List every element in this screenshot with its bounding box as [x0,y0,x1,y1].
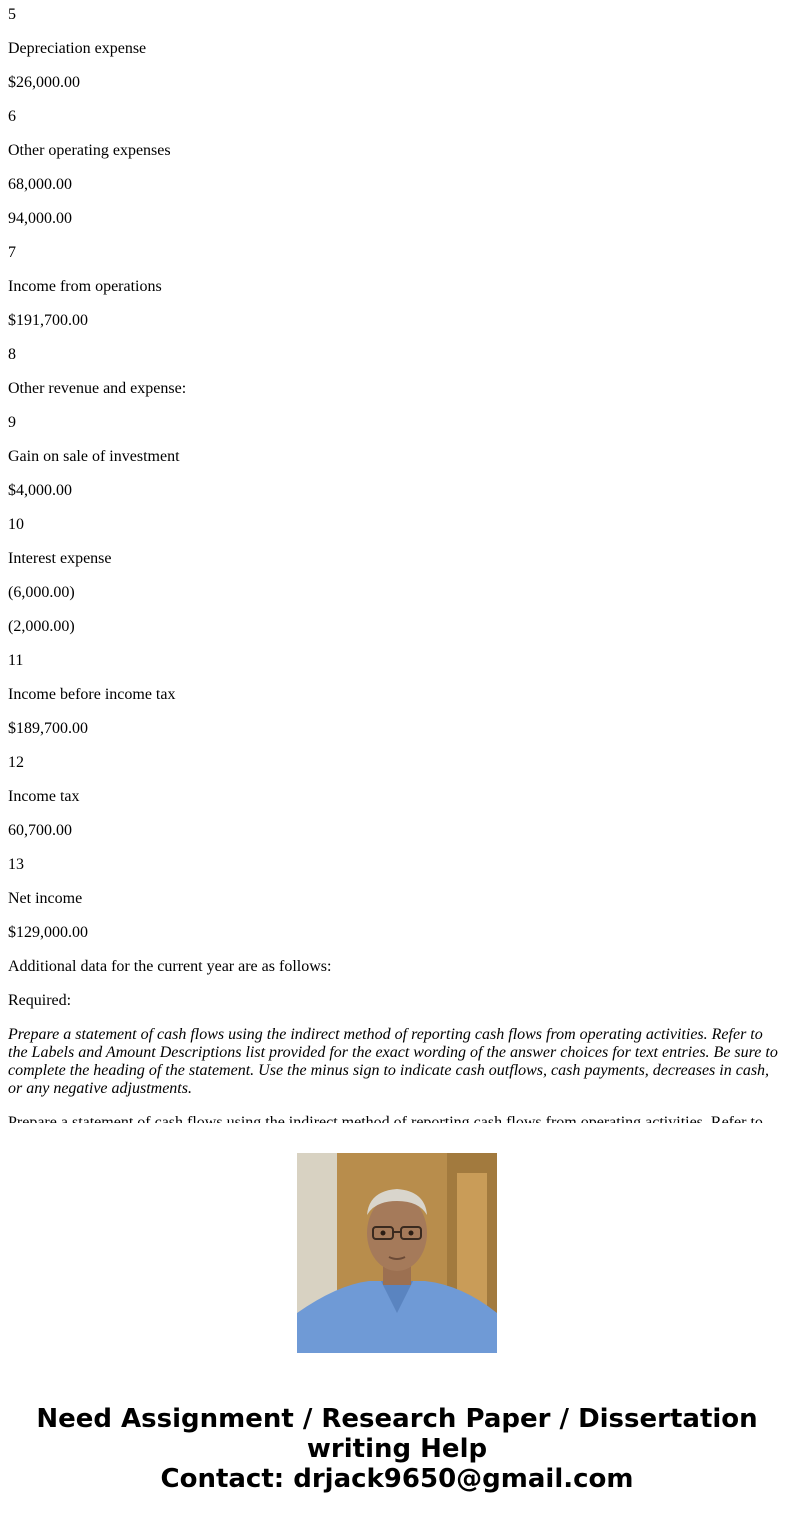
row-number: 8 [8,346,16,363]
line-item-label: Net income [8,890,83,907]
required-instructions-italic: Prepare a statement of cash flows using the indirect method of reporting cash flows from operating activities. Refer to the Labels and Amount Descriptions list provided for the exact wording of the answer choices for text entries. Be sure to complete the heading of the statement. Use the minus sign to indicate cash outflows, cash payments, decreases in cash, or any negative adjustments. [8,1026,778,1097]
line-item-amount: 60,700.00 [8,822,72,839]
section-label: Other revenue and expense: [8,380,187,397]
line-item-label: Income tax [8,788,80,805]
line-item-total: (2,000.00) [8,618,75,635]
line-item-label: Interest expense [8,550,112,567]
line-item-amount: $129,000.00 [8,924,88,941]
promo-headline: Need Assignment / Research Paper / Dissertation writing Help [36,1404,758,1464]
row-number: 6 [8,108,16,125]
line-item-amount: (6,000.00) [8,584,75,601]
line-item-label: Gain on sale of investment [8,448,180,465]
required-heading: Required: [8,992,72,1009]
line-item-label: Other operating expenses [8,142,171,159]
row-number: 5 [8,6,16,23]
author-avatar [297,1153,497,1353]
line-item-total: 94,000.00 [8,210,72,227]
row-number: 11 [8,652,24,669]
row-number: 10 [8,516,24,533]
line-item-label: Income from operations [8,278,162,295]
additional-data-intro: Additional data for the current year are as follows: [8,958,332,975]
line-item-amount: $189,700.00 [8,720,88,737]
row-number: 13 [8,856,24,873]
person-portrait-icon [297,1153,497,1353]
line-item-amount: $4,000.00 [8,482,72,499]
row-number: 7 [8,244,16,261]
document-content [8,0,778,1123]
row-number: 12 [8,754,24,771]
contact-email: Contact: drjack9650@gmail.com [160,1464,634,1494]
promo-message [20,1404,774,1494]
line-item-label: Income before income tax [8,686,176,703]
line-item-amount: $26,000.00 [8,74,80,91]
line-item-amount: 68,000.00 [8,176,72,193]
help-promo [0,1123,794,1523]
line-item-amount: $191,700.00 [8,312,88,329]
line-item-label: Depreciation expense [8,40,147,57]
row-number: 9 [8,414,16,431]
